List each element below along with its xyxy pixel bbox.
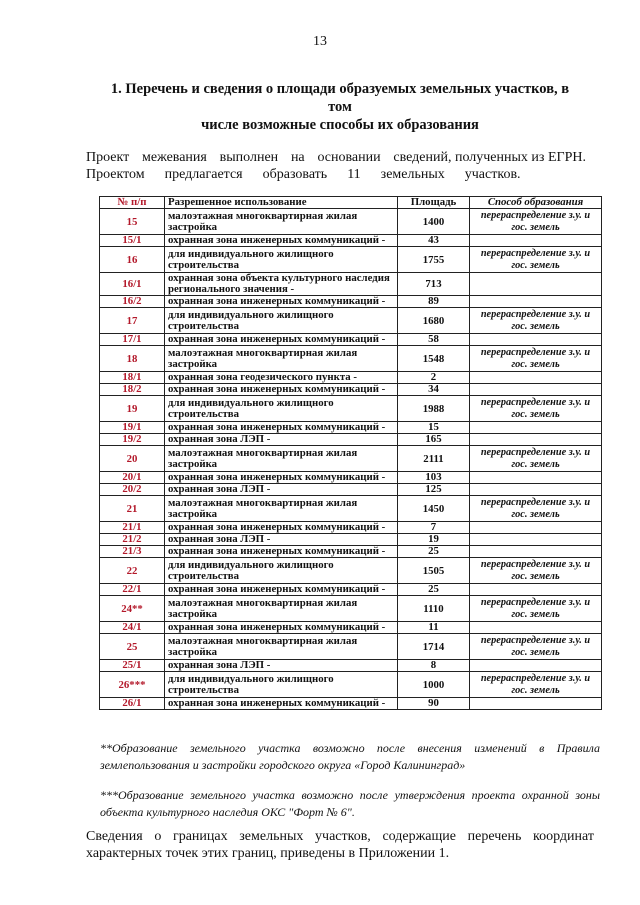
method-line1: перераспределение з.у. и <box>480 347 591 358</box>
row-area: 1000 <box>398 672 470 698</box>
row-number: 16/2 <box>100 296 165 308</box>
row-formation-method <box>470 296 602 308</box>
row-formation-method <box>470 584 602 596</box>
row-area: 25 <box>398 584 470 596</box>
row-area: 1755 <box>398 247 470 273</box>
row-number: 18/2 <box>100 384 165 396</box>
row-permitted-use: охранная зона инженерных коммуникаций - <box>165 334 398 346</box>
method-line2: гос. земель <box>511 320 560 332</box>
row-number: 15 <box>100 209 165 235</box>
table-header-row <box>100 197 602 209</box>
table-row <box>100 546 602 558</box>
row-formation-method <box>470 596 602 622</box>
method-line1: перераспределение з.у. и <box>480 210 591 221</box>
row-permitted-use: охранная зона ЛЭП - <box>165 534 398 546</box>
row-formation-method <box>470 346 602 372</box>
table-row <box>100 247 602 273</box>
row-formation-method <box>470 660 602 672</box>
row-number: 19 <box>100 396 165 422</box>
method-line1: перераспределение з.у. и <box>480 497 591 508</box>
row-area: 25 <box>398 546 470 558</box>
row-number: 19/2 <box>100 434 165 446</box>
intro-word: на <box>290 150 305 165</box>
method-line2: гос. земель <box>511 508 560 520</box>
row-area: 90 <box>398 698 470 710</box>
row-area: 89 <box>398 296 470 308</box>
row-permitted-use: охранная зона инженерных коммуникаций - <box>165 584 398 596</box>
row-formation-method <box>470 247 602 273</box>
method-line2: гос. земель <box>511 458 560 470</box>
row-formation-method <box>470 546 602 558</box>
footnote-1: **Образование земельного участка возможно после внесения изменений в Правила землепользования и застройки городского округа «Город Калининград» <box>100 741 600 772</box>
row-number: 21 <box>100 496 165 522</box>
row-area: 34 <box>398 384 470 396</box>
table-row <box>100 273 602 296</box>
intro-word: земельных <box>380 167 445 182</box>
row-formation-method <box>470 422 602 434</box>
row-permitted-use: охранная зона ЛЭП - <box>165 660 398 672</box>
row-permitted-use: малоэтажная многоквартирная жилая застройка <box>165 634 398 660</box>
row-permitted-use: малоэтажная многоквартирная жилая застройка <box>165 446 398 472</box>
method-line1: перераспределение з.у. и <box>480 597 591 608</box>
row-permitted-use: охранная зона инженерных коммуникаций - <box>165 622 398 634</box>
table-row <box>100 472 602 484</box>
closing-paragraph: Сведения о границах земельных участков, содержащие перечень координат характерных точек этих границ, приведены в Приложении 1. <box>86 829 594 861</box>
row-area: 15 <box>398 422 470 434</box>
table-row <box>100 296 602 308</box>
row-permitted-use: охранная зона инженерных коммуникаций - <box>165 472 398 484</box>
method-line2: гос. земель <box>511 221 560 233</box>
parcels-table <box>99 196 602 710</box>
table-row <box>100 446 602 472</box>
row-number: 16 <box>100 247 165 273</box>
row-number: 21/3 <box>100 546 165 558</box>
section-heading-line1: 1. Перечень и сведения о площади образуемых земельных участков, в том <box>110 81 570 115</box>
row-permitted-use: охранная зона инженерных коммуникаций - <box>165 522 398 534</box>
row-area: 19 <box>398 534 470 546</box>
row-number: 20/2 <box>100 484 165 496</box>
row-area: 58 <box>398 334 470 346</box>
row-area: 1450 <box>398 496 470 522</box>
row-area: 1548 <box>398 346 470 372</box>
section-heading <box>100 80 580 134</box>
intro-word: выполнен <box>219 150 279 165</box>
row-number: 25/1 <box>100 660 165 672</box>
table-row <box>100 522 602 534</box>
row-number: 26/1 <box>100 698 165 710</box>
row-area: 1988 <box>398 396 470 422</box>
row-area: 7 <box>398 522 470 534</box>
method-line1: перераспределение з.у. и <box>480 309 591 320</box>
row-number: 21/1 <box>100 522 165 534</box>
table-row <box>100 235 602 247</box>
table-row <box>100 209 602 235</box>
row-number: 18 <box>100 346 165 372</box>
row-number: 26*** <box>100 672 165 698</box>
header-use: Разрешенное использование <box>165 197 398 209</box>
method-line2: гос. земель <box>511 570 560 582</box>
row-number: 21/2 <box>100 534 165 546</box>
table-row <box>100 534 602 546</box>
row-formation-method <box>470 372 602 384</box>
row-number: 15/1 <box>100 235 165 247</box>
table-row <box>100 672 602 698</box>
table-row <box>100 422 602 434</box>
row-number: 22/1 <box>100 584 165 596</box>
table-row <box>100 634 602 660</box>
section-heading-line2: числе возможные способы их образования <box>201 117 479 133</box>
row-number: 17/1 <box>100 334 165 346</box>
table-row <box>100 496 602 522</box>
row-formation-method <box>470 522 602 534</box>
row-formation-method <box>470 672 602 698</box>
row-permitted-use: малоэтажная многоквартирная жилая застройка <box>165 209 398 235</box>
row-permitted-use: для индивидуального жилищного строительства <box>165 672 398 698</box>
row-permitted-use: охранная зона инженерных коммуникаций - <box>165 296 398 308</box>
table-row <box>100 622 602 634</box>
row-number: 19/1 <box>100 422 165 434</box>
intro-word: Проект <box>86 150 130 165</box>
row-formation-method <box>470 446 602 472</box>
row-area: 165 <box>398 434 470 446</box>
intro-word: основании <box>317 150 381 165</box>
row-formation-method <box>470 384 602 396</box>
intro-word: сведений, полученных из ЕГРН. <box>393 150 586 165</box>
table-body <box>100 209 602 710</box>
row-permitted-use: охранная зона инженерных коммуникаций - <box>165 384 398 396</box>
table-row <box>100 484 602 496</box>
table-row <box>100 434 602 446</box>
row-area: 125 <box>398 484 470 496</box>
method-line2: гос. земель <box>511 259 560 271</box>
row-formation-method <box>470 534 602 546</box>
row-permitted-use: малоэтажная многоквартирная жилая застройка <box>165 496 398 522</box>
intro-word: предлагается <box>164 167 243 182</box>
row-permitted-use: охранная зона ЛЭП - <box>165 434 398 446</box>
row-formation-method <box>470 472 602 484</box>
table-row <box>100 372 602 384</box>
row-area: 2 <box>398 372 470 384</box>
row-area: 1400 <box>398 209 470 235</box>
row-number: 20/1 <box>100 472 165 484</box>
row-area: 43 <box>398 235 470 247</box>
row-area: 1714 <box>398 634 470 660</box>
row-number: 24** <box>100 596 165 622</box>
row-area: 1680 <box>398 308 470 334</box>
table-row <box>100 346 602 372</box>
intro-word: 11 <box>347 167 361 182</box>
row-permitted-use: охранная зона объекта культурного наследия регионального значения - <box>165 273 398 296</box>
table-row <box>100 660 602 672</box>
method-line1: перераспределение з.у. и <box>480 635 591 646</box>
row-permitted-use: охранная зона геодезического пункта - <box>165 372 398 384</box>
row-permitted-use: охранная зона инженерных коммуникаций - <box>165 546 398 558</box>
row-area: 2111 <box>398 446 470 472</box>
row-formation-method <box>470 334 602 346</box>
table-row <box>100 396 602 422</box>
header-method: Способ образования <box>470 197 602 209</box>
method-line2: гос. земель <box>511 608 560 620</box>
row-area: 103 <box>398 472 470 484</box>
row-area: 8 <box>398 660 470 672</box>
intro-word: Проектом <box>86 167 145 182</box>
row-number: 18/1 <box>100 372 165 384</box>
header-num: № п/п <box>100 197 165 209</box>
row-area: 11 <box>398 622 470 634</box>
method-line1: перераспределение з.у. и <box>480 673 591 684</box>
row-permitted-use: для индивидуального жилищного строительства <box>165 308 398 334</box>
header-area: Площадь <box>398 197 470 209</box>
row-permitted-use: для индивидуального жилищного строительства <box>165 247 398 273</box>
row-permitted-use: охранная зона ЛЭП - <box>165 484 398 496</box>
method-line2: гос. земель <box>511 646 560 658</box>
row-permitted-use: для индивидуального жилищного строительства <box>165 396 398 422</box>
method-line2: гос. земель <box>511 358 560 370</box>
row-permitted-use: малоэтажная многоквартирная жилая застройка <box>165 596 398 622</box>
intro-paragraph <box>86 149 586 183</box>
row-number: 20 <box>100 446 165 472</box>
row-area: 1505 <box>398 558 470 584</box>
row-formation-method <box>470 434 602 446</box>
intro-line1 <box>86 149 586 166</box>
method-line1: перераспределение з.у. и <box>480 447 591 458</box>
table-row <box>100 584 602 596</box>
row-formation-method <box>470 558 602 584</box>
row-area: 713 <box>398 273 470 296</box>
table-row <box>100 384 602 396</box>
intro-word: образовать <box>262 167 328 182</box>
page-number: 13 <box>313 34 327 49</box>
method-line1: перераспределение з.у. и <box>480 559 591 570</box>
row-permitted-use: охранная зона инженерных коммуникаций - <box>165 698 398 710</box>
row-number: 24/1 <box>100 622 165 634</box>
row-permitted-use: охранная зона инженерных коммуникаций - <box>165 235 398 247</box>
row-permitted-use: охранная зона инженерных коммуникаций - <box>165 422 398 434</box>
row-formation-method <box>470 235 602 247</box>
table-row <box>100 308 602 334</box>
table-row <box>100 558 602 584</box>
row-area: 1110 <box>398 596 470 622</box>
table-row <box>100 698 602 710</box>
row-number: 17 <box>100 308 165 334</box>
intro-line2 <box>86 166 586 183</box>
intro-word: участков. <box>464 167 521 182</box>
row-number: 22 <box>100 558 165 584</box>
row-formation-method <box>470 396 602 422</box>
footnote-2: ***Образование земельного участка возможно после утверждения проекта охранной зоны объекта культурного наследия ОКС "Форт № 6". <box>100 788 600 819</box>
row-number: 16/1 <box>100 273 165 296</box>
row-number: 25 <box>100 634 165 660</box>
row-formation-method <box>470 634 602 660</box>
table-row <box>100 334 602 346</box>
intro-word: межевания <box>142 150 207 165</box>
method-line1: перераспределение з.у. и <box>480 248 591 259</box>
method-line1: перераспределение з.у. и <box>480 397 591 408</box>
row-formation-method <box>470 273 602 296</box>
row-permitted-use: для индивидуального жилищного строительства <box>165 558 398 584</box>
row-formation-method <box>470 698 602 710</box>
row-formation-method <box>470 308 602 334</box>
method-line2: гос. земель <box>511 684 560 696</box>
row-formation-method <box>470 496 602 522</box>
row-permitted-use: малоэтажная многоквартирная жилая застройка <box>165 346 398 372</box>
row-formation-method <box>470 209 602 235</box>
row-formation-method <box>470 484 602 496</box>
method-line2: гос. земель <box>511 408 560 420</box>
row-formation-method <box>470 622 602 634</box>
table-row <box>100 596 602 622</box>
